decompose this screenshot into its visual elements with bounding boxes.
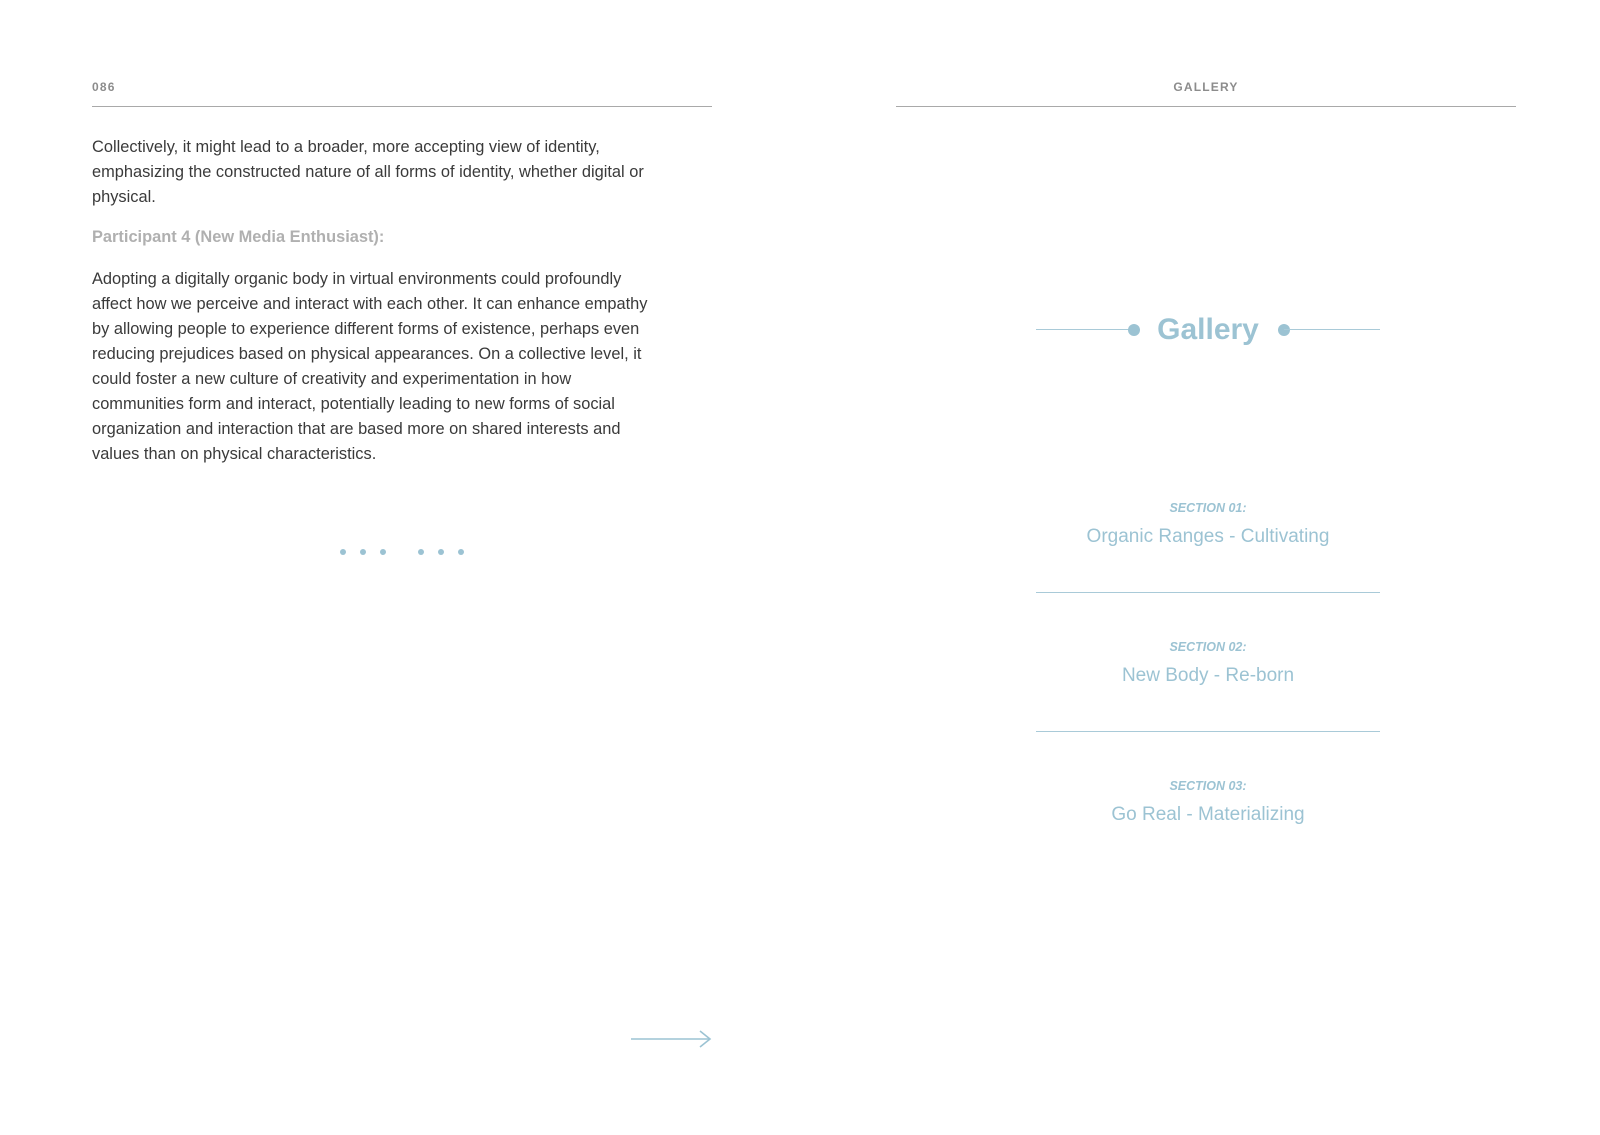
paragraph-collective-identity: Collectively, it might lead to a broader, more accepting view of identity, emphasizing the constructed nature of all forms of identity, whether digital or physical. <box>92 138 644 206</box>
dot <box>340 549 346 555</box>
section-label: SECTION 01: <box>1169 501 1247 515</box>
section-label: SECTION 02: <box>1169 640 1247 654</box>
dot <box>360 549 366 555</box>
left-page <box>92 0 712 1135</box>
section-label: SECTION 03: <box>1169 779 1247 793</box>
section-01[interactable] <box>1036 500 1380 549</box>
heading-line-right <box>1284 329 1380 330</box>
ellipsis-dots-icon <box>340 549 470 557</box>
section-title[interactable]: New Body - Re-born <box>1121 665 1295 686</box>
arrow-right-icon[interactable] <box>630 1029 714 1049</box>
gallery-title: Gallery <box>1157 313 1259 346</box>
gallery-heading <box>1036 309 1380 351</box>
paragraph-participant-4: Adopting a digitally organic body in virtual environments could profoundly affect how we perceive and interact with each other. It can enhance empathy by allowing people to experience different forms of existence, perhaps even reducing prejudices based on physical appearances. On a collective level, it could foster a new culture of creativity and experimentation in how communities form and interact, potentially leading to new forms of social organization and interaction that are based more on shared interests and values than on physical characteristics. <box>92 270 648 463</box>
section-03[interactable] <box>1036 778 1380 827</box>
speaker-label: Participant 4 (New Media Enthusiast): <box>92 228 385 246</box>
dot <box>380 549 386 555</box>
right-page <box>896 0 1516 1135</box>
header-rule <box>896 106 1516 107</box>
section-title[interactable]: Go Real - Materializing <box>1111 804 1305 825</box>
dot <box>438 549 444 555</box>
dot <box>418 549 424 555</box>
dot <box>458 549 464 555</box>
section-divider <box>1036 592 1380 593</box>
running-head: GALLERY <box>1173 80 1239 94</box>
section-02[interactable] <box>1036 639 1380 688</box>
header-rule <box>92 106 712 107</box>
section-divider <box>1036 731 1380 732</box>
section-title[interactable]: Organic Ranges - Cultivating <box>1086 526 1330 547</box>
bullet-dot <box>1278 324 1290 336</box>
page-number: 086 <box>92 80 116 94</box>
